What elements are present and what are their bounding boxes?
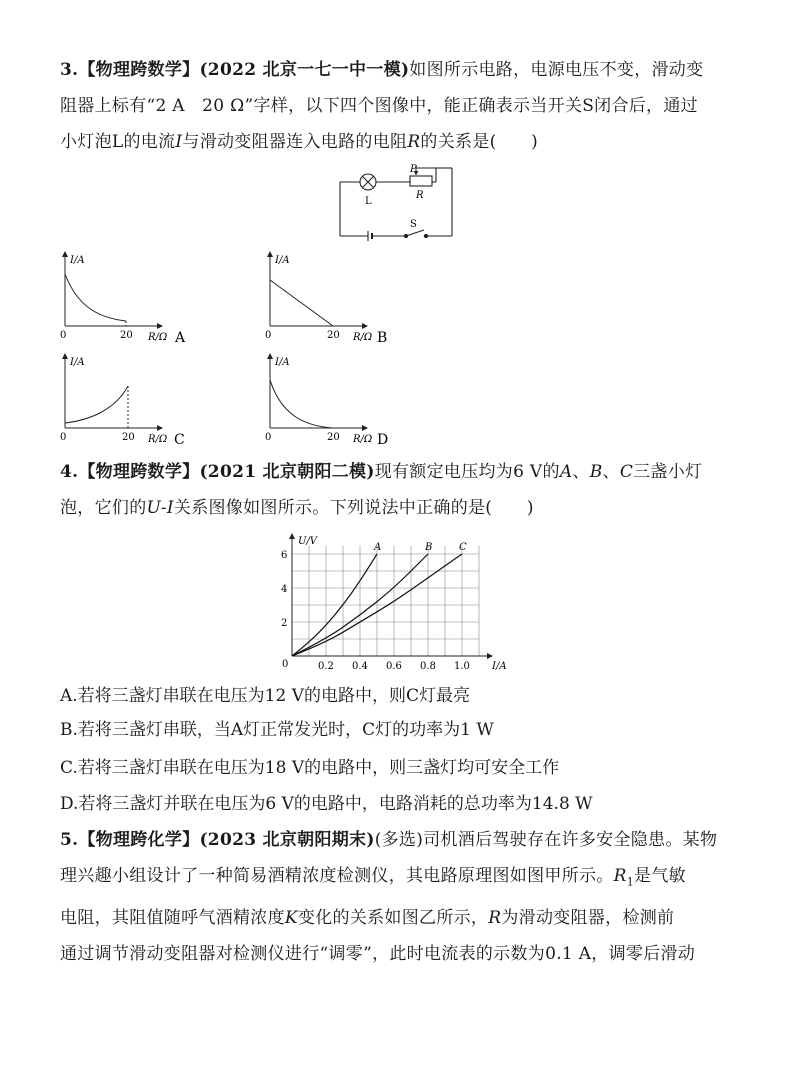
graph-d-option-letter: D [377, 432, 389, 448]
question-5-text [60, 822, 740, 972]
graph-d-xtick: 20 [327, 432, 340, 443]
question-4-text [60, 454, 740, 526]
q4-line-1: 4.【物理跨数学】(2021 北京朝阳二模)现有额定电压均为6 V的A、B、C三盏小灯 [60, 462, 703, 482]
graph-c-option-letter: C [174, 432, 185, 448]
graph-b-origin: 0 [265, 330, 272, 341]
q5-line-1: 5.【物理跨化学】(2023 北京朝阳期末)(多选)司机酒后驾驶存在许多安全隐患。某物 [60, 830, 718, 850]
chart-origin-label: 0 [282, 659, 289, 670]
question-3-text [60, 52, 740, 160]
q4-option-d: D.若将三盏灯并联在电压为6 V的电路中，电路消耗的总功率为14.8 W [60, 794, 593, 814]
graph-option-c [50, 350, 200, 450]
circuit-label-S: S [410, 219, 417, 230]
q3-line-2: 阻器上标有“2 A 20 Ω”字样，以下四个图像中，能正确表示当开关S闭合后，通过 [60, 96, 698, 116]
q5-line-3: 电阻，其阻值随呼气酒精浓度K变化的关系如图乙所示，R为滑动变阻器，检测前 [60, 908, 675, 929]
circuit-label-R: R [416, 190, 424, 201]
graph-option-d [255, 350, 405, 450]
graph-a-ylabel: I/A [70, 255, 85, 266]
series-label-b: B [425, 542, 433, 553]
graph-c-xlabel: R/Ω [148, 434, 168, 445]
series-label-c: C [459, 542, 467, 553]
q4-option-c: C.若将三盏灯串联在电压为18 V的电路中，则三盏灯均可安全工作 [60, 758, 560, 778]
graph-b-xtick: 20 [327, 330, 340, 341]
graph-c-xtick: 20 [122, 432, 135, 443]
graph-a-xtick: 20 [120, 330, 133, 341]
y-tick-label: 4 [281, 584, 288, 595]
q4-option-b: B.若将三盏灯串联，当A灯正常发光时，C灯的功率为1 W [60, 720, 494, 740]
graph-a-option-letter: A [175, 330, 186, 346]
graph-option-b [255, 248, 405, 348]
graph-option-a [50, 248, 200, 348]
graph-c-ylabel: I/A [70, 357, 85, 368]
q4-line-2: 泡，它们的U-I关系图像如图所示。下列说法中正确的是( ) [60, 498, 534, 518]
q5-line-4: 通过调节滑动变阻器对检测仪进行“调零”，此时电流表的示数为0.1 A，调零后滑动 [60, 944, 696, 965]
graph-d-origin: 0 [265, 432, 272, 443]
chart-xlabel: I/A [492, 661, 507, 672]
q5-line-2: 理兴趣小组设计了一种简易酒精浓度检测仪，其电路原理图如图甲所示。$R_1$是气敏 [60, 866, 686, 889]
circuit-diagram [330, 160, 460, 244]
q4-option-a: A.若将三盏灯串联在电压为12 V的电路中，则C灯最亮 [60, 686, 470, 706]
graph-a-xlabel: R/Ω [148, 332, 168, 343]
ui-chart [270, 528, 520, 678]
y-tick-label: 2 [281, 618, 288, 629]
x-tick-label: 0.4 [352, 661, 368, 672]
x-tick-label: 0.2 [318, 661, 334, 672]
x-tick-label: 0.8 [420, 661, 436, 672]
chart-ylabel: U/V [298, 536, 318, 547]
y-tick-label: 6 [281, 550, 288, 561]
graph-b-ylabel: I/A [275, 255, 290, 266]
q3-line-3: 小灯泡L的电流I与滑动变阻器连入电路的电阻R的关系是( ) [60, 132, 539, 152]
x-tick-label: 1.0 [454, 661, 470, 672]
graph-d-ylabel: I/A [275, 357, 290, 368]
graph-b-option-letter: B [377, 330, 388, 346]
circuit-label-P: P [410, 164, 417, 175]
series-label-a: A [374, 542, 382, 553]
q3-line-1: 3.【物理跨数学】(2022 北京一七一中一模)如图所示电路，电源电压不变，滑动变 [60, 60, 704, 80]
graph-c-origin: 0 [60, 432, 67, 443]
graph-a-origin: 0 [60, 330, 67, 341]
x-tick-label: 0.6 [386, 661, 402, 672]
graph-b-xlabel: R/Ω [353, 332, 373, 343]
graph-d-xlabel: R/Ω [353, 434, 373, 445]
circuit-label-L: L [365, 196, 372, 207]
